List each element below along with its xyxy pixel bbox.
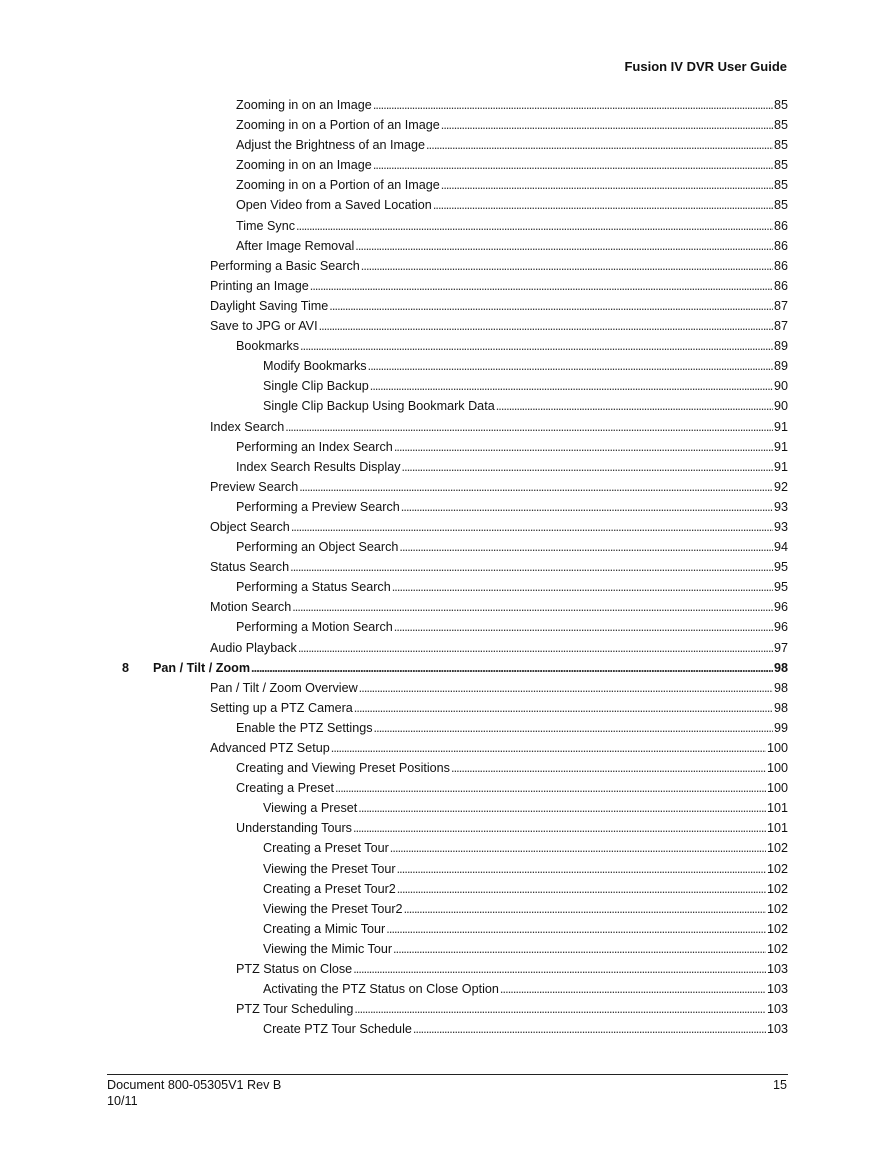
toc-entry-title: Modify Bookmarks xyxy=(263,359,367,374)
toc-page-number: 97 xyxy=(773,640,788,655)
toc-page-number: 89 xyxy=(773,359,788,374)
toc-dot-leader xyxy=(298,638,773,658)
toc-page-number: 85 xyxy=(773,98,788,112)
toc-dot-leader xyxy=(451,758,766,778)
toc-entry-title: Create PTZ Tour Schedule xyxy=(263,1022,412,1037)
toc-entry[interactable] xyxy=(110,457,788,477)
toc-entry-title: Zooming in on an Image xyxy=(236,158,372,173)
toc-entry-title: Performing a Basic Search xyxy=(210,258,360,273)
toc-entry-title: Preview Search xyxy=(210,479,299,494)
toc-entry[interactable] xyxy=(110,638,788,658)
toc-dot-leader xyxy=(373,95,773,115)
toc-dot-leader xyxy=(353,959,766,979)
toc-entry[interactable] xyxy=(110,879,788,899)
toc-entry-title: Daylight Saving Time xyxy=(210,298,329,313)
toc-entry[interactable] xyxy=(110,376,788,396)
toc-entry[interactable] xyxy=(110,698,788,718)
toc-page-number: 102 xyxy=(766,881,788,896)
toc-dot-leader xyxy=(402,457,773,477)
toc-dot-leader xyxy=(401,497,773,517)
toc-entry-title: Save to JPG or AVI xyxy=(210,319,318,334)
toc-dot-leader xyxy=(359,678,773,698)
toc-dot-leader xyxy=(441,115,773,135)
toc-dot-leader xyxy=(386,919,766,939)
toc-entry-line xyxy=(236,155,788,175)
toc-page-number: 94 xyxy=(773,540,788,555)
toc-entry[interactable] xyxy=(110,517,788,537)
toc-dot-leader xyxy=(370,376,773,396)
toc-dot-leader xyxy=(373,155,773,175)
toc-entry-line xyxy=(236,718,788,738)
toc-entry-line xyxy=(263,899,788,919)
toc-dot-leader xyxy=(397,859,766,879)
toc-entry-title: Performing a Motion Search xyxy=(236,620,393,635)
toc-entry-title: Single Clip Backup Using Bookmark Data xyxy=(263,399,495,414)
toc-page-number: 91 xyxy=(773,439,788,454)
toc-entry[interactable] xyxy=(110,236,788,256)
toc-dot-leader xyxy=(331,738,766,758)
toc-entry-line xyxy=(236,617,788,637)
toc-entry-line xyxy=(236,778,788,798)
toc-page-number: 96 xyxy=(773,600,788,615)
toc-entry[interactable] xyxy=(110,195,788,215)
toc-entry-title: Creating a Preset xyxy=(236,781,335,796)
toc-entry[interactable] xyxy=(110,175,788,195)
toc-dot-leader xyxy=(355,236,773,256)
toc-entry-line xyxy=(263,1019,788,1039)
toc-entry-line xyxy=(210,597,788,617)
toc-entry-line xyxy=(263,979,788,999)
toc-entry-title: Advanced PTZ Setup xyxy=(210,741,330,755)
footer-date: 10/11 xyxy=(107,1094,138,1108)
toc-page-number: 100 xyxy=(766,761,788,776)
toc-page-number: 99 xyxy=(773,720,788,735)
toc-entry-title: PTZ Status on Close xyxy=(236,962,353,977)
toc-dot-leader xyxy=(404,899,766,919)
toc-dot-leader xyxy=(392,577,773,597)
toc-dot-leader xyxy=(335,778,766,798)
toc-entry-line xyxy=(263,798,788,818)
toc-entry[interactable] xyxy=(110,417,788,437)
toc-entry-line xyxy=(210,417,788,437)
toc-entry-line xyxy=(210,276,788,296)
toc-entry-title: Understanding Tours xyxy=(236,821,352,836)
toc-page-number: 87 xyxy=(773,298,788,313)
toc-entry-title: Performing an Index Search xyxy=(236,439,393,454)
toc-entry[interactable] xyxy=(110,477,788,497)
toc-entry[interactable] xyxy=(110,336,788,356)
toc-entry-line xyxy=(210,296,788,316)
toc-dot-leader xyxy=(300,336,773,356)
toc-entry[interactable] xyxy=(110,979,788,999)
toc-page-number: 93 xyxy=(773,519,788,534)
toc-page-number: 86 xyxy=(773,258,788,273)
toc-page-number: 102 xyxy=(766,841,788,856)
toc-page-number: 90 xyxy=(773,379,788,394)
toc-entry-line xyxy=(236,216,788,236)
toc-entry[interactable] xyxy=(110,597,788,617)
toc-dot-leader xyxy=(433,195,773,215)
toc-entry-title: Motion Search xyxy=(210,600,292,615)
toc-entry-title: Creating a Mimic Tour xyxy=(263,921,386,936)
toc-entry-line xyxy=(210,678,788,698)
toc-entry[interactable] xyxy=(110,758,788,778)
toc-entry-line xyxy=(210,738,788,758)
toc-chapter-number: 8 xyxy=(122,660,130,675)
toc-entry-line xyxy=(263,879,788,899)
toc-entry-title: Performing a Preview Search xyxy=(236,499,400,514)
toc-page-number: 90 xyxy=(773,399,788,414)
toc-dot-leader xyxy=(394,617,773,637)
toc-dot-leader xyxy=(329,296,773,316)
toc-dot-leader xyxy=(496,396,773,416)
toc-entry[interactable] xyxy=(110,276,788,296)
toc-dot-leader xyxy=(354,999,766,1019)
toc-entry-title: Zooming in on an Image xyxy=(236,98,372,112)
toc-entry-title: Viewing the Mimic Tour xyxy=(263,941,393,956)
toc-entry-title: Time Sync xyxy=(236,218,296,233)
toc-dot-leader xyxy=(390,838,766,858)
toc-entry[interactable] xyxy=(110,557,788,577)
toc-page-number: 89 xyxy=(773,339,788,354)
toc-entry-title: Viewing the Preset Tour xyxy=(263,861,396,876)
toc-entry[interactable] xyxy=(110,838,788,858)
toc-dot-leader xyxy=(285,417,773,437)
toc-entry[interactable] xyxy=(110,155,788,175)
toc-entry[interactable] xyxy=(110,497,788,517)
toc-entry-title: Zooming in on a Portion of an Image xyxy=(236,178,440,193)
toc-entry[interactable] xyxy=(110,999,788,1019)
toc-page-number: 85 xyxy=(773,178,788,193)
toc-entry[interactable] xyxy=(110,738,788,758)
toc-entry-line xyxy=(210,256,788,276)
toc-entry-line xyxy=(210,638,788,658)
toc-entry-title: Performing an Object Search xyxy=(236,540,399,555)
toc-entry-title: Open Video from a Saved Location xyxy=(236,198,432,213)
toc-entry-line xyxy=(263,919,788,939)
table-of-contents xyxy=(110,95,788,1039)
toc-page-number: 95 xyxy=(773,580,788,595)
toc-dot-leader xyxy=(310,276,773,296)
toc-dot-leader xyxy=(368,356,773,376)
footer-divider xyxy=(107,1074,788,1075)
toc-page-number: 91 xyxy=(773,459,788,474)
toc-dot-leader xyxy=(291,517,773,537)
toc-dot-leader xyxy=(361,256,773,276)
toc-entry-line xyxy=(263,356,788,376)
toc-page-number: 103 xyxy=(766,1022,788,1037)
toc-page-number: 103 xyxy=(766,1002,788,1017)
toc-entry-title: Activating the PTZ Status on Close Option xyxy=(263,982,499,997)
toc-dot-leader xyxy=(413,1019,766,1039)
toc-page-number: 103 xyxy=(766,962,788,977)
toc-entry[interactable] xyxy=(110,296,788,316)
toc-entry-title: Adjust the Brightness of an Image xyxy=(236,138,426,153)
toc-entry[interactable] xyxy=(110,818,788,838)
toc-entry-title: Setting up a PTZ Camera xyxy=(210,700,353,715)
toc-entry[interactable] xyxy=(110,899,788,919)
toc-entry-line xyxy=(263,939,788,959)
toc-entry-line xyxy=(263,376,788,396)
toc-entry[interactable] xyxy=(110,115,788,135)
toc-dot-leader xyxy=(319,316,773,336)
toc-entry[interactable] xyxy=(110,939,788,959)
toc-page-number: 86 xyxy=(773,278,788,293)
toc-entry-line xyxy=(236,236,788,256)
toc-dot-leader xyxy=(354,698,773,718)
toc-page-number: 85 xyxy=(773,198,788,213)
toc-entry[interactable] xyxy=(110,1019,788,1039)
toc-entry-title: After Image Removal xyxy=(236,238,355,253)
toc-entry-line xyxy=(236,577,788,597)
toc-page-number: 98 xyxy=(773,680,788,695)
toc-entry[interactable] xyxy=(110,778,788,798)
toc-dot-leader xyxy=(299,477,773,497)
toc-entry-line xyxy=(210,698,788,718)
toc-dot-leader xyxy=(441,175,773,195)
toc-entry-line xyxy=(263,396,788,416)
toc-entry-line xyxy=(210,477,788,497)
toc-entry-title: Creating a Preset Tour2 xyxy=(263,881,396,896)
toc-dot-leader xyxy=(500,979,766,999)
toc-entry-title: Printing an Image xyxy=(210,278,309,293)
toc-entry-line xyxy=(236,497,788,517)
toc-dot-leader xyxy=(397,879,766,899)
toc-entry[interactable] xyxy=(110,396,788,416)
footer-page-number: 15 xyxy=(772,1078,787,1092)
toc-dot-leader xyxy=(353,818,766,838)
toc-page-number: 102 xyxy=(766,941,788,956)
toc-page-number: 102 xyxy=(766,921,788,936)
toc-dot-leader xyxy=(394,437,773,457)
toc-page-number: 86 xyxy=(773,218,788,233)
toc-entry-line xyxy=(236,95,788,115)
toc-page-number: 85 xyxy=(773,158,788,173)
toc-entry-line xyxy=(236,195,788,215)
toc-entry-line xyxy=(263,859,788,879)
toc-page-number: 102 xyxy=(766,861,788,876)
toc-dot-leader xyxy=(296,216,773,236)
toc-dot-leader xyxy=(399,537,773,557)
toc-dot-leader xyxy=(374,718,773,738)
toc-entry-title: PTZ Tour Scheduling xyxy=(236,1002,354,1017)
toc-entry-title: Object Search xyxy=(210,519,290,534)
toc-entry[interactable] xyxy=(110,718,788,738)
toc-page-number: 101 xyxy=(766,821,788,836)
toc-entry-title: Zooming in on a Portion of an Image xyxy=(236,118,440,133)
toc-page-number: 85 xyxy=(773,138,788,153)
toc-dot-leader xyxy=(251,658,773,678)
toc-entry-line xyxy=(236,437,788,457)
toc-page-number: 101 xyxy=(766,801,788,816)
toc-entry-line xyxy=(236,175,788,195)
toc-entry[interactable] xyxy=(110,95,788,115)
toc-page-number: 87 xyxy=(773,319,788,334)
toc-entry-title: Status Search xyxy=(210,560,290,575)
toc-entry-title: Pan / Tilt / Zoom xyxy=(153,660,251,675)
toc-entry[interactable] xyxy=(110,135,788,155)
toc-dot-leader xyxy=(426,135,773,155)
toc-entry[interactable] xyxy=(110,959,788,979)
toc-entry-line xyxy=(236,959,788,979)
toc-page-number: 98 xyxy=(773,660,788,675)
toc-entry-title: Creating a Preset Tour xyxy=(263,841,389,856)
toc-entry-line xyxy=(236,758,788,778)
toc-page-number: 100 xyxy=(766,781,788,796)
toc-entry-line xyxy=(263,838,788,858)
toc-entry-line xyxy=(236,135,788,155)
toc-entry[interactable] xyxy=(110,919,788,939)
toc-page-number: 85 xyxy=(773,118,788,133)
toc-dot-leader xyxy=(358,798,766,818)
toc-entry-line xyxy=(236,999,788,1019)
footer-document-id: Document 800-05305V1 Rev B xyxy=(107,1078,282,1092)
toc-entry-title: Single Clip Backup xyxy=(263,379,369,394)
toc-entry-title: Performing a Status Search xyxy=(236,580,391,595)
toc-entry-title: Bookmarks xyxy=(236,339,299,354)
toc-entry[interactable] xyxy=(110,678,788,698)
toc-entry[interactable] xyxy=(110,437,788,457)
toc-entry[interactable] xyxy=(110,356,788,376)
toc-page-number: 95 xyxy=(773,560,788,575)
toc-entry[interactable] xyxy=(110,216,788,236)
running-header-title: Fusion IV DVR User Guide xyxy=(624,59,787,74)
toc-entry-line xyxy=(236,457,788,477)
toc-entry-line xyxy=(210,517,788,537)
toc-page-number: 100 xyxy=(766,741,788,755)
toc-entry-line xyxy=(236,818,788,838)
toc-entry-line xyxy=(236,115,788,135)
toc-entry-title: Creating and Viewing Preset Positions xyxy=(236,761,450,776)
toc-entry[interactable] xyxy=(110,859,788,879)
toc-page-number: 91 xyxy=(773,419,788,434)
toc-dot-leader xyxy=(292,597,773,617)
toc-entry-title: Viewing a Preset xyxy=(263,801,358,816)
toc-entry[interactable] xyxy=(110,617,788,637)
toc-entry-line xyxy=(236,537,788,557)
toc-page-number: 96 xyxy=(773,620,788,635)
toc-entry[interactable] xyxy=(110,256,788,276)
toc-entry-line xyxy=(153,658,788,678)
toc-entry[interactable] xyxy=(110,798,788,818)
toc-page-number: 93 xyxy=(773,499,788,514)
toc-entry-line xyxy=(210,557,788,577)
toc-entry[interactable] xyxy=(110,316,788,336)
toc-entry-line xyxy=(236,336,788,356)
toc-page-number: 98 xyxy=(773,700,788,715)
toc-page-number: 92 xyxy=(773,479,788,494)
toc-entry-title: Audio Playback xyxy=(210,640,297,655)
toc-chapter-entry[interactable] xyxy=(110,658,788,678)
toc-page-number: 102 xyxy=(766,901,788,916)
toc-dot-leader xyxy=(290,557,773,577)
toc-entry-title: Index Search Results Display xyxy=(236,459,401,474)
toc-entry-title: Viewing the Preset Tour2 xyxy=(263,901,403,916)
toc-page-number: 86 xyxy=(773,238,788,253)
toc-entry[interactable] xyxy=(110,577,788,597)
toc-dot-leader xyxy=(393,939,766,959)
toc-entry-title: Pan / Tilt / Zoom Overview xyxy=(210,680,358,695)
toc-entry-line xyxy=(210,316,788,336)
toc-entry[interactable] xyxy=(110,537,788,557)
toc-entry-title: Enable the PTZ Settings xyxy=(236,720,373,735)
toc-page-number: 103 xyxy=(766,982,788,997)
toc-entry-title: Index Search xyxy=(210,419,285,434)
